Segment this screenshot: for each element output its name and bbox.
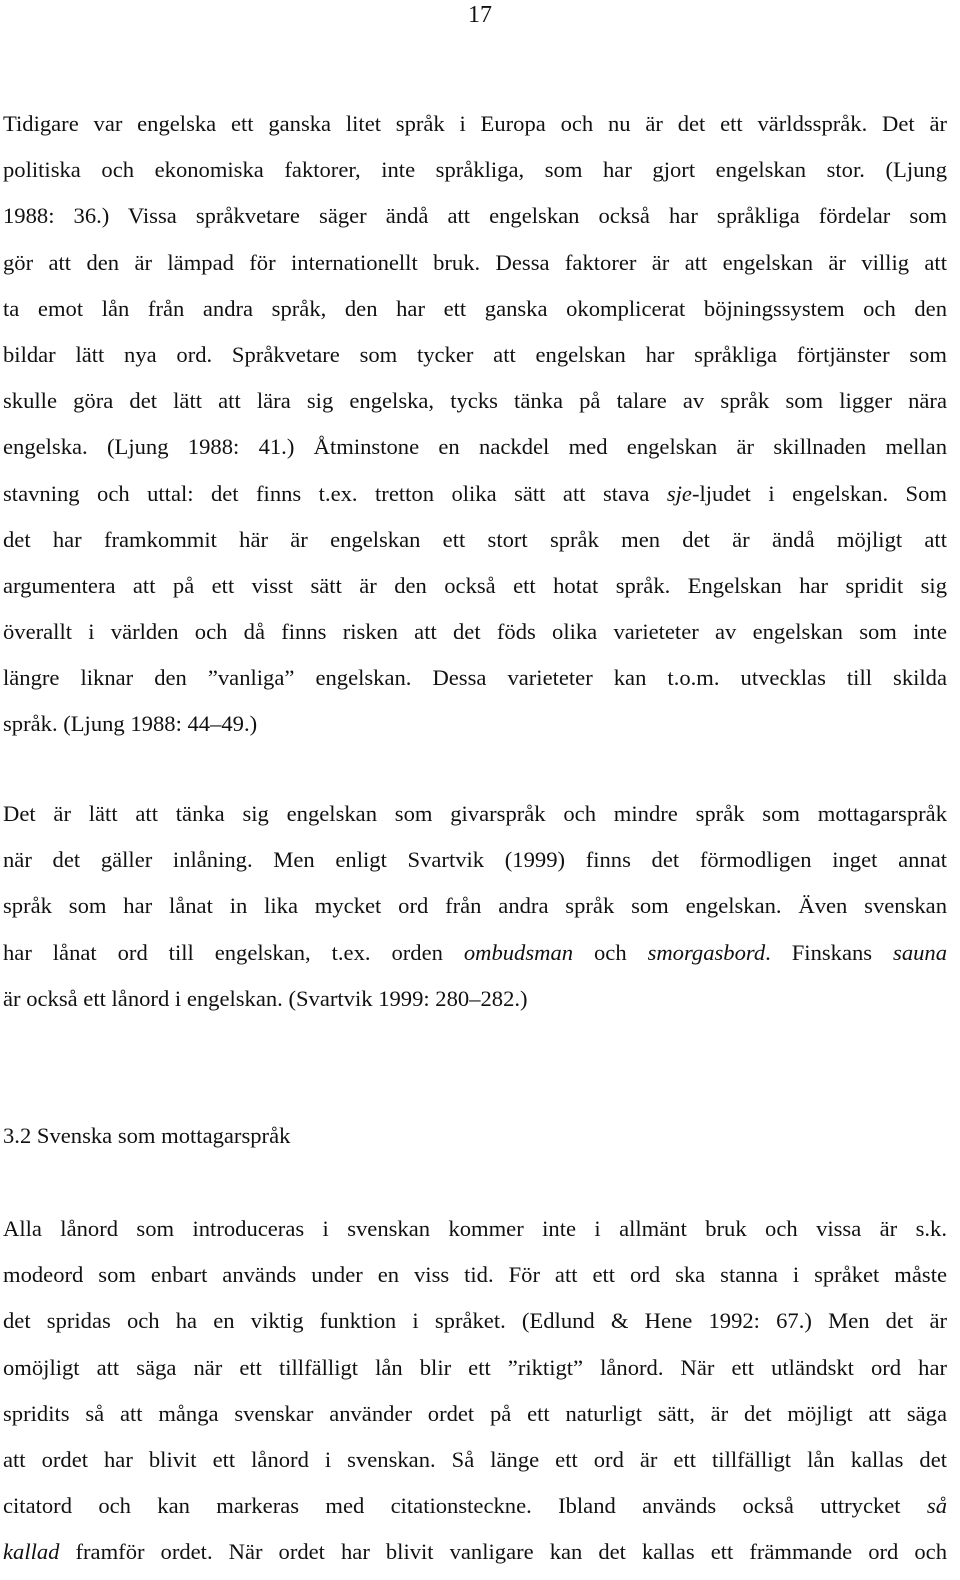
paragraph-line <box>3 1483 947 1529</box>
italic-term: sje <box>666 480 692 506</box>
paragraph-line: språk som har lånat in lika mycket ord från andra språk som engelskan. Även svenskan <box>3 893 947 919</box>
paragraph-line: längre liknar den ”vanliga” engelskan. Dessa varieteter kan t.o.m. utvecklas till skilda <box>3 665 947 691</box>
italic-term: kallad <box>3 1539 60 1565</box>
paragraph-line: argumentera att på ett visst sätt är den också ett hotat språk. Engelskan har spridit sig <box>3 572 947 598</box>
italic-term: så <box>926 1493 947 1519</box>
paragraph-line: spridits så att många svenskar använder ordet på ett naturligt sätt, är det möjligt att säga <box>3 1400 947 1426</box>
paragraph-line: bildar lätt nya ord. Språkvetare som tycker att engelskan har språkliga förtjänster som <box>3 341 947 367</box>
text-run: har lånat ord till engelskan, t.ex. orden <box>3 939 464 965</box>
paragraph-line: skulle göra det lätt att lära sig engelska, tycks tänka på talare av språk som ligger nära <box>3 388 947 414</box>
text-run: citatord och kan markeras med citationsteckne. Ibland används också uttrycket <box>3 1493 927 1519</box>
paragraph-line: Alla lånord som introduceras i svenskan kommer inte i allmänt bruk och vissa är s.k. <box>3 1216 947 1241</box>
paragraph-line <box>3 930 947 976</box>
text-run: framför ordet. När ordet har blivit vanligare kan det kallas ett främmande ord och <box>59 1539 947 1565</box>
paragraph-line: överallt i världen och då finns risken att det föds olika varieteter av engelskan som inte <box>3 619 947 645</box>
paragraph-1 <box>3 101 947 748</box>
paragraph-2 <box>3 791 947 1022</box>
paragraph-line: Tidigare var engelska ett ganska litet språk i Europa och nu är det ett världsspråk. Det är <box>3 111 947 136</box>
paragraph-line: när det gäller inlåning. Men enligt Svartvik (1999) finns det förmodligen inget annat <box>3 847 947 873</box>
paragraph-line: Det är lätt att tänka sig engelskan som givarspråk och mindre språk som mottagarspråk <box>3 801 947 826</box>
paragraph-line: 1988: 36.) Vissa språkvetare säger ändå att engelskan också har språkliga fördelar som <box>3 203 947 229</box>
paragraph-line: språk. (Ljung 1988: 44–49.) <box>3 711 258 737</box>
text-run: stavning och uttal: det finns t.ex. tretton olika sätt att stava <box>3 480 667 506</box>
paragraph-3 <box>3 1206 947 1576</box>
paragraph-line: det spridas och ha en viktig funktion i språket. (Edlund & Hene 1992: 67.) Men det är <box>3 1308 947 1334</box>
paragraph-line: att ordet har blivit ett lånord i svenskan. Så länge ett ord är ett tillfälligt lån kallas det <box>3 1446 947 1472</box>
paragraph-line <box>3 471 947 517</box>
paragraph-line: ta emot lån från andra språk, den har ett ganska okomplicerat böjningssystem och den <box>3 295 947 321</box>
paragraph-line: gör att den är lämpad för internationellt bruk. Dessa faktorer är att engelskan är villig att <box>3 249 947 275</box>
section-heading: 3.2 Svenska som mottagarspråk <box>3 1123 291 1148</box>
text-run: och <box>573 939 648 965</box>
italic-term: ombudsman <box>463 939 574 965</box>
text-run: . Finskans <box>765 939 894 965</box>
page-number: 17 <box>468 2 492 28</box>
paragraph-line <box>3 1529 947 1575</box>
paragraph-line: politiska och ekonomiska faktorer, inte språkliga, som har gjort engelskan stor. (Ljung <box>3 157 947 183</box>
paragraph-line: engelska. (Ljung 1988: 41.) Åtminstone en nackdel med engelskan är skillnaden mellan <box>3 434 947 460</box>
paragraph-line: modeord som enbart används under en viss tid. För att ett ord ska stanna i språket måste <box>3 1262 947 1288</box>
text-run: -ljudet i engelskan. Som <box>691 480 947 506</box>
paragraph-line: det har framkommit här är engelskan ett stort språk men det är ändå möjligt att <box>3 526 947 552</box>
paragraph-line: är också ett lånord i engelskan. (Svartvik 1999: 280–282.) <box>3 985 528 1011</box>
italic-term: smorgasbord <box>647 939 766 965</box>
paragraph-line: omöjligt att säga när ett tillfälligt lån blir ett ”riktigt” lånord. När ett utländskt ord har <box>3 1354 947 1380</box>
italic-term: sauna <box>893 939 948 965</box>
